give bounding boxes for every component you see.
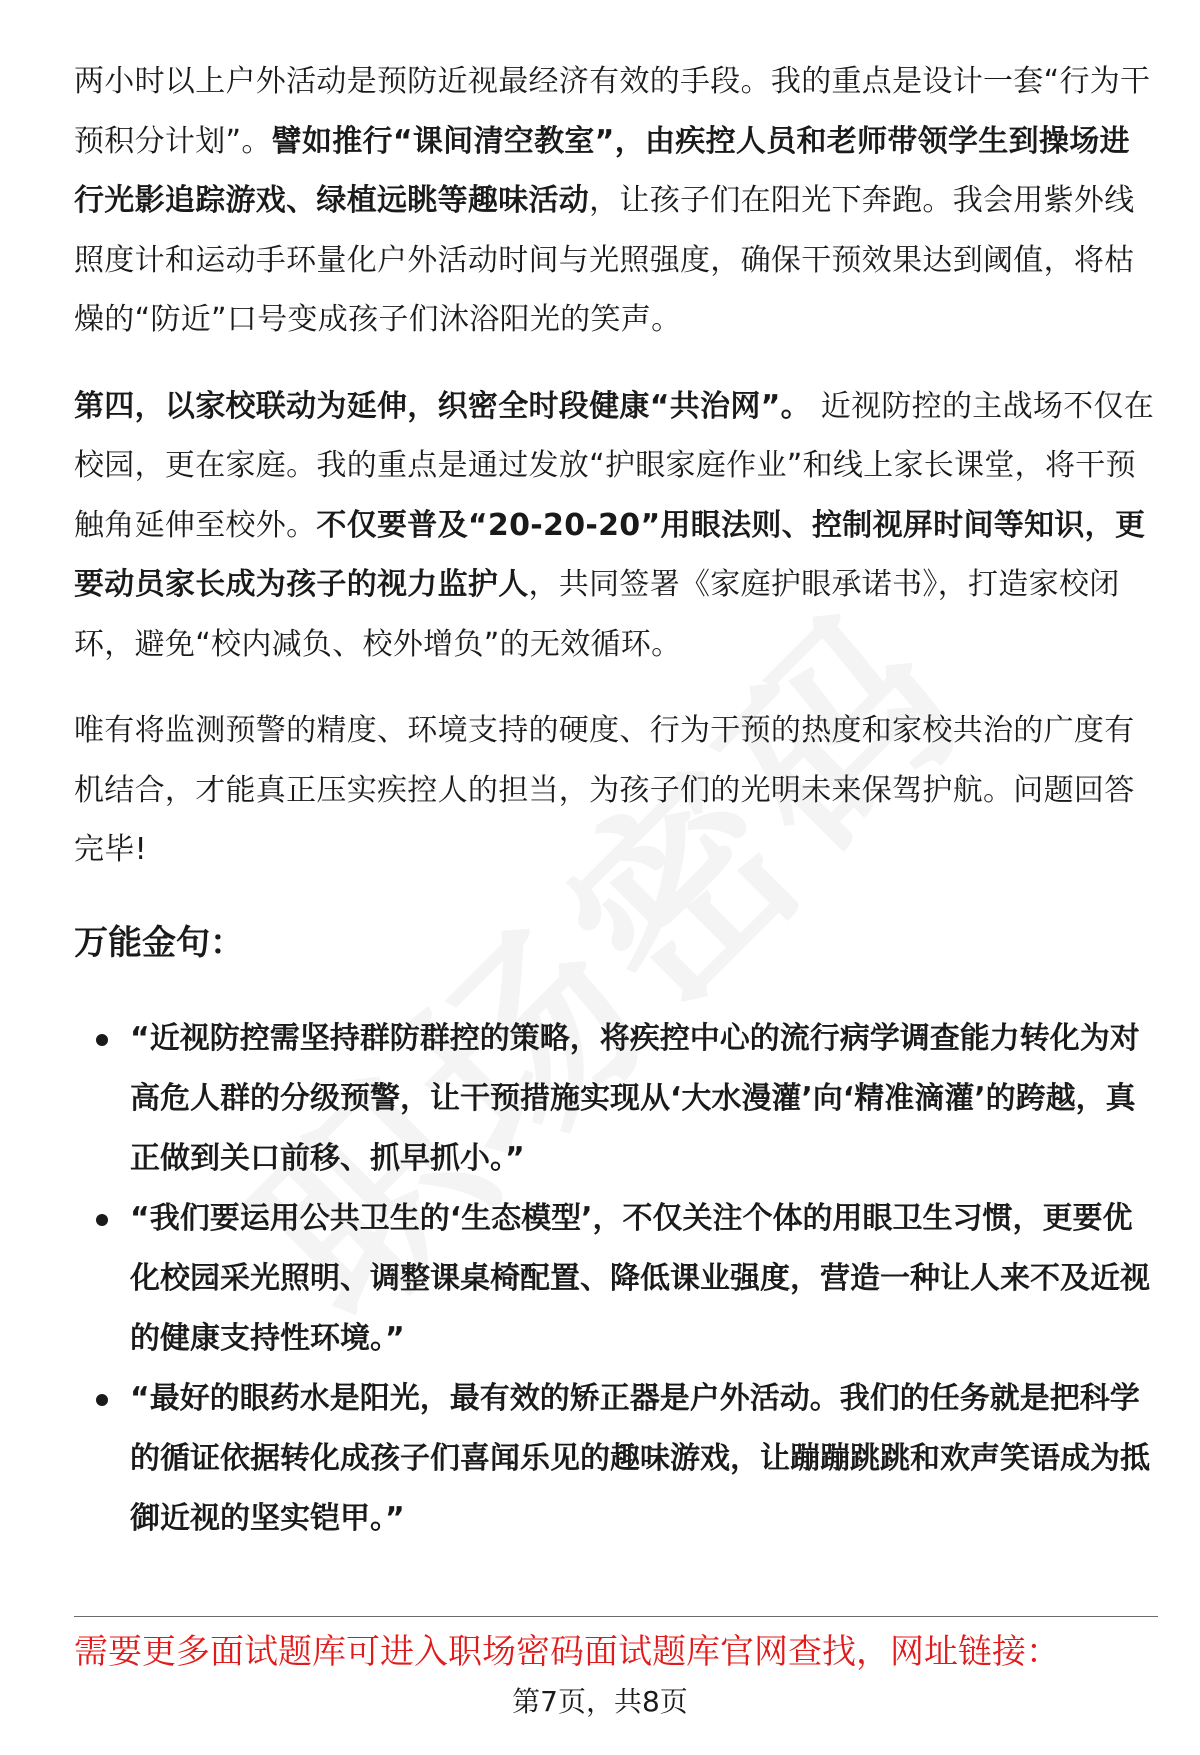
bullet-icon xyxy=(96,1034,108,1046)
paragraph-home-school xyxy=(74,377,1158,675)
paragraph-text: ，让孩子们在阳光下奔跑。我会用紫外线照度计和运动手环量化户外活动时间与光照强度，确保干预效果达到阈值，将枯燥的“防近”口号变成孩子们沐浴阳光的笑声。 xyxy=(74,183,1135,337)
paragraph-text: 两小时以上户外活动是预防近视最经济有效的手段。我的重点是设计一套“行为干预积分计划”。 xyxy=(74,64,1151,159)
bullet-icon xyxy=(96,1214,108,1226)
paragraph-bold-heading: 第四，以家校联动为延伸，织密全时段健康“共治网”。 xyxy=(74,388,811,424)
document-body xyxy=(74,52,1158,1549)
paragraph-conclusion: 唯有将监测预警的精度、环境支持的硬度、行为干预的热度和家校共治的广度有机结合，才能真正压实疾控人的担当，为孩子们的光明未来保驾护航。问题回答完毕! xyxy=(74,713,1135,867)
quote-text: “最好的眼药水是阳光，最有效的矫正器是户外活动。我们的任务就是把科学的循证依据转化成孩子们喜闻乐见的趣味游戏，让蹦蹦跳跳和欢声笑语成为抵御近视的坚实铠甲。” xyxy=(130,1380,1150,1536)
footer-divider xyxy=(74,1616,1158,1617)
quote-list xyxy=(74,1009,1158,1549)
quote-text: “我们要运用公共卫生的‘生态模型’，不仅关注个体的用眼卫生习惯，更要优化校园采光照明、调整课桌椅配置、降低课业强度，营造一种让人来不及近视的健康支持性环境。” xyxy=(130,1200,1150,1356)
bullet-icon xyxy=(96,1394,108,1406)
paragraph-text: 近视防控的主战场不仅在校园，更在家庭。我的重点是通过发放“护眼家庭作业”和线上家长课堂，将干预触角延伸至校外。 xyxy=(74,388,1155,543)
section-heading: 万能金句： xyxy=(74,922,244,963)
list-item xyxy=(74,1009,1158,1189)
paragraph-outdoor-activity xyxy=(74,52,1158,350)
list-item xyxy=(74,1189,1158,1369)
paragraph-text: ，共同签署《家庭护眼承诺书》，打造家校闭环，避免“校内减负、校外增负”的无效循环。 xyxy=(74,567,1120,662)
paragraph-bold-text: 譬如推行“课间清空教室”，由疾控人员和老师带领学生到操场进行光影追踪游戏、绿植远眺等趣味活动 xyxy=(74,123,1130,218)
quote-text: “近视防控需坚持群防群控的策略，将疾控中心的流行病学调查能力转化为对高危人群的分级预警，让干预措施实现从‘大水漫灌’向‘精准滴灌’的跨越，真正做到关口前移、抓早抓小。” xyxy=(130,1020,1140,1176)
page-number: 第7页，共8页 xyxy=(512,1685,688,1718)
paragraph-bold-text: 不仅要普及“20-20-20”用眼法则、控制视屏时间等知识，更要动员家长成为孩子的视力监护人 xyxy=(74,507,1146,602)
footer-link-note[interactable]: 需要更多面试题库可进入职场密码面试题库官网查找，网址链接： xyxy=(74,1632,1060,1672)
list-item xyxy=(74,1369,1158,1549)
